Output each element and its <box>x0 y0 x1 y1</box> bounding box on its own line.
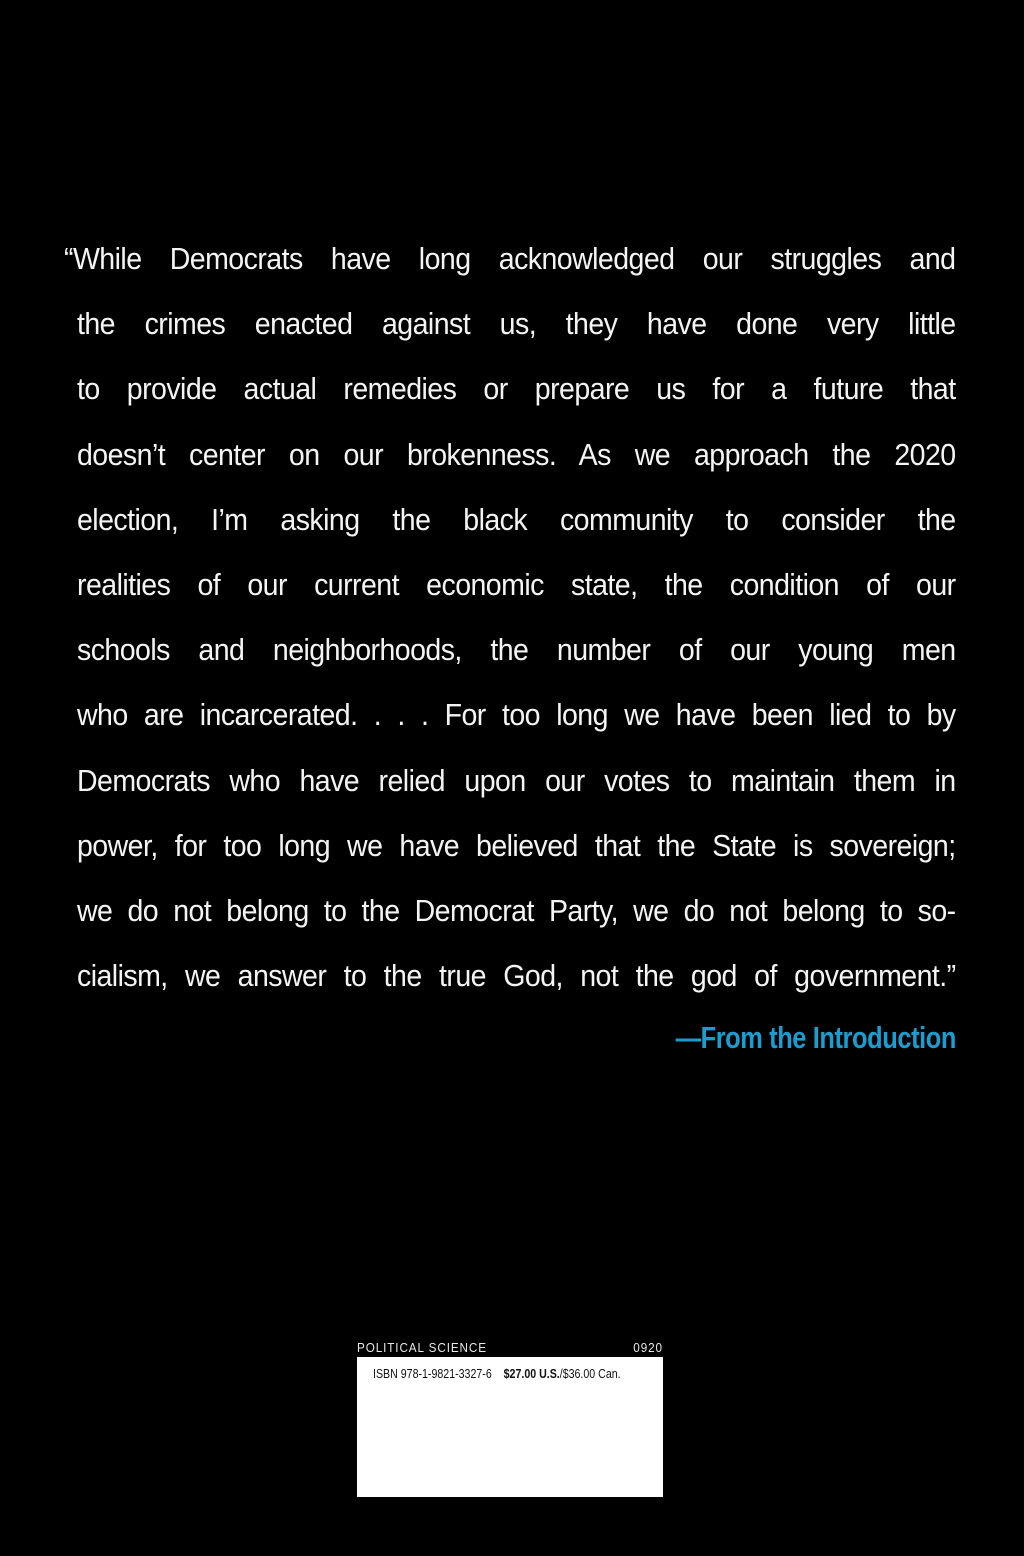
price-separator: / <box>559 1367 563 1381</box>
quote-line: who are incarcerated. . . . For too long we have been lied to by <box>77 697 956 733</box>
barcode-panel <box>357 1338 663 1498</box>
quote-line: power, for too long we have believed that the State is sovereign; <box>77 827 956 863</box>
price-canada: $36.00 Can. <box>562 1367 621 1381</box>
price-us: $27.00 U.S. <box>503 1367 560 1381</box>
quote-line: to provide actual remedies or prepare us for a future that <box>77 371 956 407</box>
quote-line: the crimes enacted against us, they have done very little <box>77 306 956 342</box>
quote-line: election, I’m asking the black community to consider the <box>77 501 956 537</box>
quote-line: realities of our current economic state, the condition of our <box>77 566 956 602</box>
product-code: 0920 <box>633 1339 663 1355</box>
category-row <box>357 1338 663 1356</box>
quote-line: doesn’t center on our brokenness. As we approach the 2020 <box>77 436 956 472</box>
quote-attribution: —From the Introduction <box>675 1020 956 1055</box>
quote-line: Democrats who have relied upon our votes to maintain them in <box>77 762 956 798</box>
barcode-box <box>357 1357 663 1497</box>
quote-line: cialism, we answer to the true God, not the god of government.” <box>77 958 956 994</box>
quote-line: schools and neighborhoods, the number of our young men <box>77 632 956 668</box>
pull-quote <box>64 233 956 1015</box>
price-line <box>373 1367 621 1381</box>
quote-line: “While Democrats have long acknowledged our struggles and <box>64 241 956 276</box>
subject-category: POLITICAL SCIENCE <box>357 1339 487 1355</box>
quote-line: we do not belong to the Democrat Party, we do not belong to so- <box>77 892 956 928</box>
isbn-number: ISBN 978-1-9821-3327-6 <box>373 1367 492 1381</box>
